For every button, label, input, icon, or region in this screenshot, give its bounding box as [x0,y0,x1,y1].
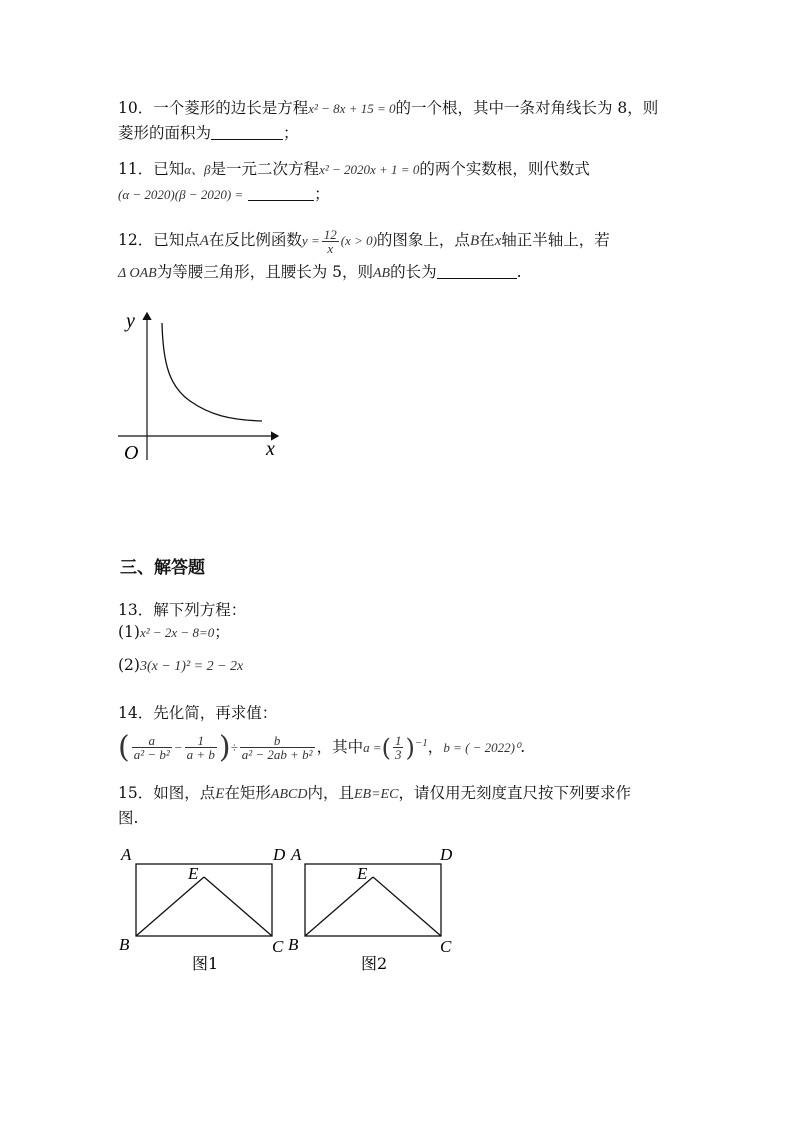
q12-graph [110,305,290,465]
label-a: A [291,845,302,864]
q12-point-b: B [469,233,480,249]
q14-third-num: 1 [394,733,402,749]
label-d: D [440,845,453,864]
q14-frac2-den: a + b [186,747,215,763]
q12-prefix: 12．已知点 [118,231,200,249]
q11-prefix: 11．已知 [118,160,185,178]
q14-frac1-den: a² − b² [133,747,170,763]
q12-func-fraction [322,228,339,256]
q14-mid: ，其中 [316,738,364,757]
q10-prefix: 10．一个菱形的边长是方程 [118,99,309,117]
q15-mid: 在矩形 [224,784,271,802]
q10-equation: x² − 8x + 15 = 0 [308,101,396,116]
q13-item1-end: ； [214,623,230,641]
q12-func-den: x [327,241,334,256]
q15-suffix: ，请仅用无刻度直尺按下列要求作 [398,784,631,802]
q10-line1 [118,98,658,119]
origin-label: O [124,442,139,464]
q12-mid3: 在 [479,231,495,249]
q15-prefix: 15．如图，点 [118,784,216,802]
segment-eb [305,877,373,936]
q11-greek: α、β [184,162,211,177]
figure-1-caption: 图1 [192,954,219,973]
q15-figure-1 [115,840,295,980]
q11-end: ； [314,185,330,203]
q12-mid2: 的图象上，点 [376,231,470,249]
q11-mid: 是一元二次方程 [210,160,320,178]
segment-ec [373,877,441,936]
q13-item1-eq: x² − 2x − 8=0 [139,625,215,640]
q13-item1-num: (1) [118,623,140,641]
q15-rect: ABCD [270,787,308,802]
q11-answer-blank[interactable] [248,184,314,201]
q12-func-y: y = [301,233,320,248]
q14-frac2-num: 1 [185,734,217,748]
q14-expression [118,726,525,765]
q12-func-num: 12 [323,227,337,242]
figure-2-caption: 图2 [361,954,388,973]
rectangle-abcd [305,864,441,936]
q14-title: 14．先化简，再求值： [118,704,278,722]
q14-div: ÷ [230,740,238,756]
q14-frac3-den: a² − 2ab + b² [241,747,313,763]
q15-cond: EB=EC [354,787,399,802]
q13-item2-eq: 3(x − 1)² = 2 − 2x [139,659,244,674]
q10-line2 [118,123,299,143]
q14-b-eq: b = ( − 2022)⁰ [443,740,521,756]
q12-func-cond: (x > 0) [340,233,377,248]
q13-item2 [118,655,243,677]
q10-line2-prefix: 菱形的面积为 [118,124,212,142]
q12-line1 [118,228,610,256]
rectangle-abcd [136,864,272,936]
q11-expression: (α − 2020)(β − 2020) = [118,187,244,202]
label-e: E [188,864,199,883]
q14-lparen2: ( [381,734,391,763]
label-b: B [119,935,130,954]
q14-lparen: ( [118,730,130,766]
q15-mid2: 内，且 [307,784,354,802]
q14-rparen: ) [218,730,231,766]
q14-a-eq: a = [363,740,382,756]
q11-suffix: 的两个实数根，则代数式 [419,160,590,178]
label-c: C [440,937,452,956]
label-b: B [288,935,299,954]
q14-third [393,734,404,762]
hyperbola-curve [162,323,262,421]
q15-point-e: E [215,786,225,802]
q13-item1 [118,622,230,643]
q14-minus: − [173,740,183,756]
q15-line2: 图. [118,809,139,827]
q15-figure-2 [285,840,465,980]
label-e: E [357,864,368,883]
x-axis-label: x [266,438,275,460]
q12-point-a: A [199,233,209,249]
q15-line1 [118,783,631,805]
q11-equation: x² − 2020x + 1 = 0 [319,162,420,177]
q12-answer-blank[interactable] [437,262,517,279]
q14-sep: ， [427,738,444,757]
q12-seg: AB [372,266,391,281]
q14-frac3-num: b [240,734,315,748]
q12-axis: x [494,233,502,249]
q14-rparen2: ) [405,734,415,763]
q14-frac3 [240,734,315,762]
q14-exponent: −1 [414,737,428,749]
q11-line1 [118,159,590,180]
q12-line2 [118,262,522,284]
q12-mid4: 轴正半轴上，若 [501,231,610,249]
q11-line2 [118,184,330,205]
label-d: D [273,845,286,864]
q10-line2-suffix: ； [283,124,299,142]
q12-triangle: Δ OAB [118,266,157,281]
q10-answer-blank[interactable] [211,123,283,140]
segment-eb [136,877,204,936]
q14-frac1-num: a [132,734,172,748]
q14-third-den: 3 [394,747,402,763]
label-a: A [121,845,132,864]
q14-end: . [520,738,526,757]
q13-item2-num: (2) [118,656,140,674]
q12-line2-end: 的长为 [390,263,437,281]
q10-suffix: 的一个根，其中一条对角线长为 8，则 [395,99,659,117]
segment-ec [204,877,272,936]
section-3-title: 三、解答题 [120,558,205,578]
q14-frac1 [132,734,172,762]
q14-frac2 [185,734,217,762]
q12-line2-mid: 为等腰三角形，且腰长为 5，则 [156,263,373,281]
q12-period: . [516,263,522,281]
q12-mid1: 在反比例函数 [208,231,302,249]
y-axis-label: y [126,310,135,332]
q13-title: 13．解下列方程： [118,601,247,619]
label-c: C [272,937,284,956]
